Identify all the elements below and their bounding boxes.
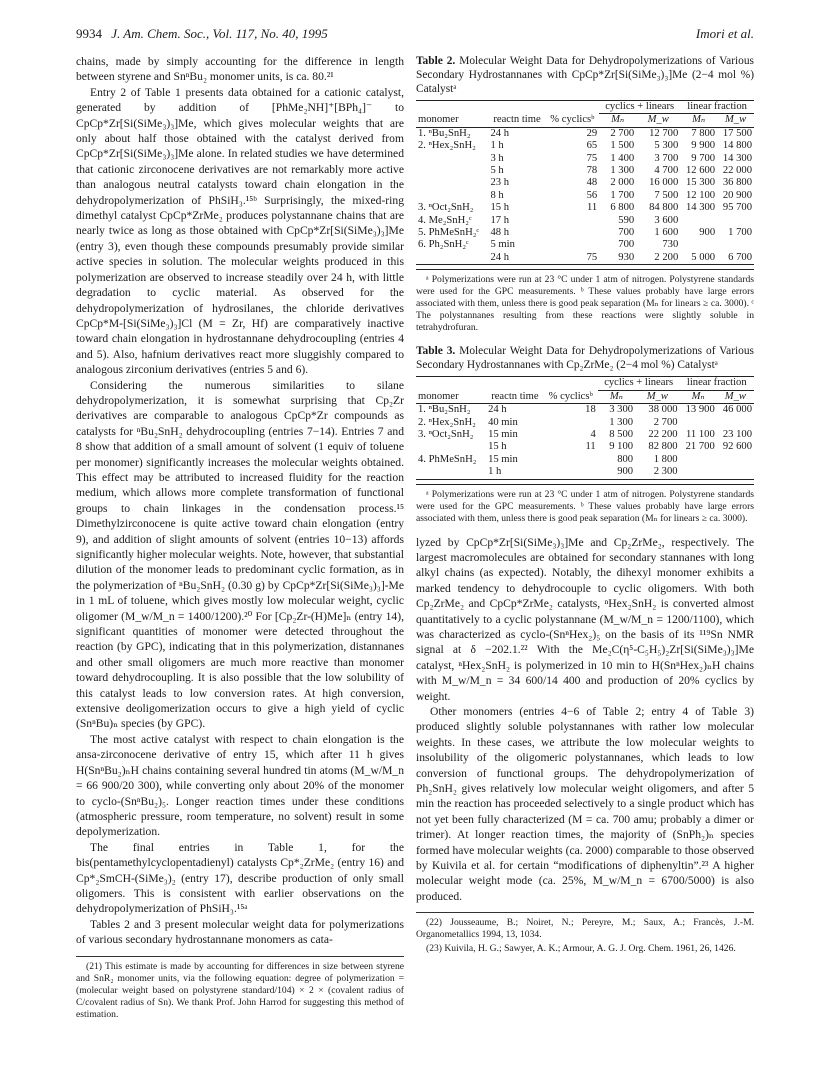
table-cell: 5 000	[691, 251, 716, 263]
table-cell: 9 100	[609, 441, 634, 453]
table-cell: 1 500	[610, 140, 635, 152]
table-row	[416, 466, 754, 479]
table-cell: 3. ⁿOct₂SnH₂	[418, 202, 474, 214]
table-row	[416, 239, 754, 251]
table-cell: 5 h	[490, 165, 504, 177]
table-2-label: Table 2.	[416, 55, 456, 67]
table-cell: 2 700	[610, 127, 635, 139]
table-cell: 6 700	[728, 251, 752, 263]
table-cell: 15 h	[488, 441, 507, 453]
table-cell: 15 min	[488, 453, 518, 465]
table-cell: 78	[586, 165, 598, 177]
table-cell: 65	[586, 140, 598, 152]
column-header: Mₙ	[611, 114, 625, 126]
table-cell: 1 h	[488, 466, 502, 478]
column-header: M_w	[724, 114, 747, 126]
table-cell: 4. Me₂SnH₂ᶜ	[418, 214, 472, 226]
table-cell: 75	[586, 152, 598, 164]
group-header: linear fraction	[680, 377, 754, 390]
table-cell: 48 h	[490, 227, 510, 239]
table-2-body	[416, 127, 754, 264]
table-cell: 6. Ph₂SnH₂ᶜ	[418, 239, 469, 251]
table-row	[416, 404, 754, 417]
table-cell: 1 700	[728, 227, 752, 239]
column-header: % cyclicsᵇ	[550, 114, 595, 126]
column-header: % cyclicsᵇ	[548, 390, 593, 402]
table-cell	[546, 239, 600, 251]
footnote-divider	[416, 912, 754, 913]
table-2-grid	[416, 100, 754, 265]
table-cell: 1 700	[610, 189, 635, 201]
table-cell: 16 000	[649, 177, 679, 189]
paragraph: lyzed by CpCp*Zr[Si(SiMe₃)₃]Me and Cp₂ZrMe₂, respectively. The largest macromolecules are obtained for secondary stannanes with long alkyl chains (as expected). Notably, the dihexyl monomer exhibits a marked tendency to dehydrocouple to cyclic oligomers. With both Cp₂ZrMe₂ and CpCp*ZrMe₂ catalysts, ⁿHex₂SnH₂ is converted almost quantitatively to a cyclic polystannane (M_w/M_n = 1200/1100), which was characterized as cyclo-(SnⁿHex₂)₅ on the basis of its ¹¹⁹Sn NMR signal at δ −202.1.²² With the Me₂C(η⁵-C₅H₅)₂Zr[Si(SiMe₃)₃]Me catalyst, ⁿHex₂SnH₂ is polymerized in 10 min to H(SnⁿHex₂)ₙH chains with M_w/M_n = 34 600/14 400 and production of 20% cyclics by weight.	[416, 535, 754, 703]
table-cell: 12 600	[685, 165, 716, 177]
table-cell: 2 000	[610, 177, 635, 189]
table-3-label: Table 3.	[416, 345, 456, 358]
table-3	[416, 344, 754, 524]
table-cell	[416, 466, 486, 479]
table-cell: 95 700	[722, 202, 752, 214]
table-cell: 4 700	[654, 165, 679, 177]
table-cell: 12 700	[649, 127, 679, 139]
table-cell: 15 min	[488, 428, 518, 440]
table-cell: 29	[586, 127, 598, 139]
column-header: M_w	[646, 390, 668, 402]
right-body-text	[416, 535, 754, 905]
paragraph: Tables 2 and 3 present molecular weight data for polymerizations of various secondary hydrostannane monomers as cata-	[76, 917, 404, 947]
table-cell	[416, 252, 488, 265]
table-cell: 7 800	[691, 127, 716, 139]
table-cell: 1 600	[654, 227, 679, 239]
table-cell	[416, 441, 486, 453]
running-header	[76, 26, 754, 44]
paragraph: The final entries in Table 1, for the bis(pentamethylcyclopentadienyl) catalysts Cp*₂ZrMe₂ (entry 16) and Cp*₂SmCH-(SiMe₃)₂ (entry 17), describe production of only small oligomers. This is consistent with earlier observations on the dehydropolymerization of PhSiH₃.¹⁵ᵃ	[76, 840, 404, 916]
table-cell: 13 900	[685, 404, 715, 416]
footnotes-left	[76, 961, 404, 1021]
table-cell: 2 700	[653, 416, 678, 428]
column-header: Mₙ	[692, 114, 706, 126]
table-cell: 56	[586, 189, 598, 201]
table-cell: 48	[586, 177, 598, 189]
table-cell: 3 600	[654, 214, 679, 226]
table-cell	[717, 417, 754, 429]
group-header: cyclics + linears	[599, 101, 680, 114]
header-left	[76, 26, 328, 42]
footnote: (23) Kuivila, H. G.; Sawyer, A. K.; Armour, A. G. J. Org. Chem. 1961, 26, 1426.	[426, 943, 736, 955]
table-cell	[416, 190, 488, 202]
table-cell: 1 300	[610, 165, 635, 177]
table-cell: 38 000	[648, 404, 678, 416]
table-cell: 22 000	[722, 165, 752, 177]
column-header: monomer	[418, 390, 459, 402]
table-row	[416, 202, 754, 214]
table-row	[416, 227, 754, 239]
table-3-caption-text: Molecular Weight Data for Dehydropolymerizations of Various Secondary Hydrostannanes with Cp₂ZrMe₂ (2−4 mol %) Catalystᵃ	[416, 345, 754, 372]
table-cell: 14 300	[722, 152, 752, 164]
table-cell: 15 h	[490, 202, 510, 214]
table-2-footnote-text: ᵃ Polymerizations were run at 23 °C under 1 atm of nitrogen. Polystyrene standards were used for the GPC measurements. ᵇ These values probably have large errors associated with them, unless there is good peak separation (Mₙ for linears ≥ ca. 3000). ᶜ The polystannanes resulting from these reactions were slightly soluble in tetrahydrofuran.	[416, 274, 754, 334]
table-cell	[546, 227, 600, 239]
table-cell: 4	[590, 428, 596, 440]
table-row	[416, 177, 754, 189]
table-2	[416, 54, 754, 334]
table-cell: 800	[617, 453, 634, 465]
table-cell	[416, 165, 488, 177]
table-row	[416, 140, 754, 152]
table-cell: 40 min	[488, 416, 518, 428]
table-cell: 2. ⁿHex₂SnH₂	[418, 416, 476, 428]
table-cell	[544, 417, 598, 429]
table-cell	[717, 239, 754, 251]
column-header: Mₙ	[691, 390, 705, 402]
table-row	[416, 252, 754, 265]
table-cell: 11 100	[686, 428, 715, 440]
table-cell: 5 300	[654, 140, 679, 152]
table-cell: 17 500	[722, 127, 752, 139]
table-cell: 1 300	[609, 416, 634, 428]
table-3-footnote-text: ᵃ Polymerizations were run at 23 °C under 1 atm of nitrogen. Polystyrene standards were used for the GPC measurements. ᵇ These values probably have large errors associated with them, unless there is good peak separation (Mₙ for linears ≥ ca. 3000).	[416, 488, 754, 524]
table-row	[416, 454, 754, 466]
column-header: Mₙ	[609, 390, 623, 402]
column-header: reactn time	[493, 114, 541, 126]
table-2-footnote	[416, 269, 754, 334]
group-header: cyclics + linears	[598, 377, 680, 390]
table-cell	[546, 215, 600, 227]
footnote: (22) Jousseaume, B.; Noiret, N.; Pereyre, M.; Saux, A.; Francès, J.-M. Organometallics 1994, 13, 1034.	[416, 917, 754, 941]
table-cell: 22 200	[648, 428, 678, 440]
table-cell: 21 700	[685, 441, 715, 453]
table-cell: 12 100	[685, 189, 716, 201]
table-cell: 11	[586, 202, 598, 214]
table-cell	[680, 466, 717, 479]
table-cell: 6 800	[610, 202, 635, 214]
table-cell: 9 900	[691, 140, 716, 152]
left-column	[76, 54, 404, 1023]
page-number: 9934	[76, 26, 102, 41]
table-cell: 1 h	[490, 140, 504, 152]
table-row	[416, 153, 754, 165]
table-cell: 23 100	[722, 428, 752, 440]
table-cell: 3. ⁿOct₂SnH₂	[418, 428, 474, 440]
table-cell: 20 900	[722, 189, 752, 201]
footnote-divider	[76, 956, 404, 957]
paragraph: Other monomers (entries 4−6 of Table 2; entry 4 of Table 3) produced slightly soluble polystannanes with rather low molecular weights. In these cases, we attribute the low molecular weights to insolubility of the oligomeric polystannanes, which leads to low conversion of functional groups. The dehydropolymerization of Ph₂SnH₂ gives relatively low molecular weight oligomers, and after 5 min the reaction has proceeded selectively to a single product which has not yet been fully characterized (M = ca. 700 amu; probably a dimer or trimer). At longer reaction times, the majority of (SnPh₂)ₙ species formed have molecular weights (ca. 2000) comparable to those observed by Kuivila et al. for certain “modifications of diphenyltin”.²³ A higher molecular weight mode (ca. 25%, M_w/M_n = 6700/5000) is also produced.	[416, 705, 754, 903]
paragraph: chains, made by simply accounting for the difference in length between styrene and SnⁿBu₂ monomer units, is ca. 80.²¹	[76, 55, 404, 84]
table-cell: 24 h	[490, 127, 510, 139]
table-cell: 11	[585, 441, 596, 453]
table-cell: 14 300	[685, 202, 716, 214]
table-2-caption-text: Molecular Weight Data for Dehydropolymerizations of Various Secondary Hydrostannanes with CpCp*Zr[Si(SiMe₃)₃]Me (2−4 mol %) Catalystᵃ	[416, 55, 754, 95]
table-cell	[717, 466, 754, 479]
author-running-head: Imori et al.	[695, 26, 754, 41]
table-cell: 75	[586, 251, 598, 263]
table-cell: 14 800	[722, 140, 752, 152]
table-cell: 5. PhMeSnH₂ᶜ	[418, 227, 480, 239]
table-3-body	[416, 404, 754, 479]
table-cell: 5 min	[490, 239, 515, 251]
table-row	[416, 215, 754, 227]
table-cell: 84 800	[649, 202, 679, 214]
table-cell: 24 h	[488, 404, 507, 416]
table-cell: 8 500	[609, 428, 634, 440]
table-3-grid	[416, 376, 754, 479]
table-cell: 8 h	[490, 189, 504, 201]
table-cell: 700	[618, 227, 635, 239]
table-cell: 900	[617, 466, 634, 478]
table-cell: 92 600	[722, 441, 752, 453]
journal-citation: J. Am. Chem. Soc., Vol. 117, No. 40, 1995	[111, 26, 328, 41]
table-cell: 82 800	[648, 441, 678, 453]
paragraph: The most active catalyst with respect to chain elongation is the ansa-zirconocene derivative of entry 15, which after 11 h gives H(SnⁿBu₂)ₙH chains containing several hundred tin atoms (M_w/M_n = 66 900/20 300), while converting only about 20% of the monomer to cyclo-(SnⁿBu₂)₅. Longer reaction times under these conditions (atmospheric pressure, room temperature, no solvent) result in some depolymerization.	[76, 732, 404, 839]
table-cell: 3 700	[654, 152, 679, 164]
table-cell: 1. ⁿBu₂SnH₂	[418, 127, 471, 139]
table-cell: 9 700	[691, 152, 716, 164]
footnotes-right	[416, 917, 754, 955]
table-cell: 2 200	[654, 251, 679, 263]
table-cell: 17 h	[490, 214, 510, 226]
table-cell: 18	[585, 404, 596, 416]
footnote: (21) This estimate is made by accounting for differences in size between styrene and SnR₂ monomer units, via the following equation: degree of polymerization = (molecular weight based on polystyrene standard/104) × 2 × (covalent radius of C/covalent radius of Sn). We thank Prof. John Harrod for suggesting this method of estimation.	[76, 960, 404, 1020]
table-cell: 46 000	[722, 404, 752, 416]
table-row	[416, 417, 754, 429]
table-row	[416, 190, 754, 202]
table-cell: 23 h	[490, 177, 510, 189]
table-2-caption	[416, 54, 754, 96]
column-header: M_w	[647, 114, 669, 126]
table-cell	[680, 215, 717, 227]
table-row	[416, 165, 754, 177]
table-cell: 2 300	[653, 466, 678, 478]
right-column	[416, 54, 754, 957]
table-cell	[680, 239, 717, 251]
column-header: reactn time	[491, 390, 539, 402]
table-cell: 36 800	[722, 177, 752, 189]
column-header: M_w	[724, 390, 746, 402]
column-header: monomer	[418, 114, 459, 126]
paragraph: Considering the numerous similarities to silane dehydropolymerization, it is somewhat surprising that Cp₂Zr derivatives are comparable to analogous CpCp*Zr compounds as catalysts for ⁿBu₂SnH₂ dehydrocoupling (entries 7−14). Entries 7 and 8 show that addition of a small amount of solvent (1 equiv of toluene per monomer) significantly increases the molecular weights obtained. This effect may be attributed to increased fluidity for the reaction medium, which allows more complete transformation of functional groups to chain linkages in the condensation process.¹⁵ Dimethylzirconocene is quite active toward chain elongation (entry 9), and addition of slight amounts of solvent (entries 10−13) affords significantly higher molecular weights. Note, however, that substantial dilution of the monomer leads to predominant cyclic formation, as in the polymerization of ⁿBu₂SnH₂ (0.30 g) by CpCp*Zr[Si(SiMe₃)₃]-Me in 1 mL of toluene, which gives mostly low molecular weight, cyclic oligomer (M_w/M_n = 1400/1200).²⁰ For [Cp₂Zr-(H)Me]ₙ (entry 14), significant quantities of monomer were detected throughout the reaction (by GPC), indicating that in this polymerization, distannanes and other small oligomers are much more reactive than monomer toward dehydrocoupling. It is also possible that the low solubility of this catalyst leads to low conversion rates. At high conversion, extensive deoligomerization occurs to give a high yield of cyclic (SnⁿBu)ₙ species (by GPC).	[76, 378, 404, 731]
table-cell: 4. PhMeSnH₂	[418, 453, 477, 465]
table-cell	[717, 454, 754, 466]
table-cell: 1 400	[610, 152, 635, 164]
table-3-footnote	[416, 484, 754, 525]
table-row	[416, 429, 754, 441]
table-cell: 2. ⁿHex₂SnH₂	[418, 140, 476, 152]
table-cell	[680, 417, 717, 429]
table-cell	[717, 215, 754, 227]
table-cell: 3 300	[609, 404, 634, 416]
table-cell	[544, 454, 598, 466]
table-cell: 7 500	[654, 189, 679, 201]
table-cell	[544, 466, 598, 479]
table-cell: 1. ⁿBu₂SnH₂	[418, 404, 471, 416]
table-row	[416, 441, 754, 453]
paragraph: Entry 2 of Table 1 presents data obtained for a cationic catalyst, generated by addition of [PhMe₂NH]⁺[BPh₄]⁻ to CpCp*Zr[Si(SiMe₃)₃]Me, which gives molecular weights that are only about half those obtained with the catalyst derived from CpCp*Zr[Si(SiMe₃)₃]Me alone. In related studies we have determined that cationic zirconocene derivatives are not remarkably more active than analogous neutral catalysts toward chain elongation in the dehydropolymerization of PhSiH₃.¹⁵ᵇ Surprisingly, the mixed-ring dimethyl catalyst CpCp*ZrMe₂ produces polystannane chains that are nearly twice as long as those obtained with CpCp*Zr[Si(SiMe₃)₃]Me (entry 3), even though these compounds presumably provide similar active species in solution. The molecular weights produced in this polymerization are observed to increase steadily over 24 h, with little degradation to cyclic material. As observed for the dehydropolymerization of hydrosilanes, the chloride derivatives CpCp*M-[Si(SiMe₃)₃]Cl (M = Zr, Hf) are comparatively inactive toward chain elongation in hydrostannane dehydrocoupling (entries 4 and 5). Also, hafnium derivatives react more sluggishly compared to analogous zirconium derivatives (entries 5 and 6).	[76, 85, 404, 377]
table-cell: 590	[618, 214, 635, 226]
table-cell: 1 800	[653, 453, 678, 465]
table-cell	[416, 153, 488, 165]
table-cell	[680, 454, 717, 466]
table-3-caption	[416, 344, 754, 372]
table-cell: 15 300	[685, 177, 716, 189]
table-cell: 24 h	[490, 251, 510, 263]
table-cell	[416, 177, 488, 189]
table-cell: 730	[662, 239, 679, 251]
group-header: linear fraction	[680, 101, 754, 114]
table-cell: 930	[618, 251, 635, 263]
table-cell: 700	[618, 239, 635, 251]
table-row	[416, 127, 754, 140]
table-cell: 900	[699, 227, 716, 239]
table-cell: 3 h	[490, 152, 504, 164]
